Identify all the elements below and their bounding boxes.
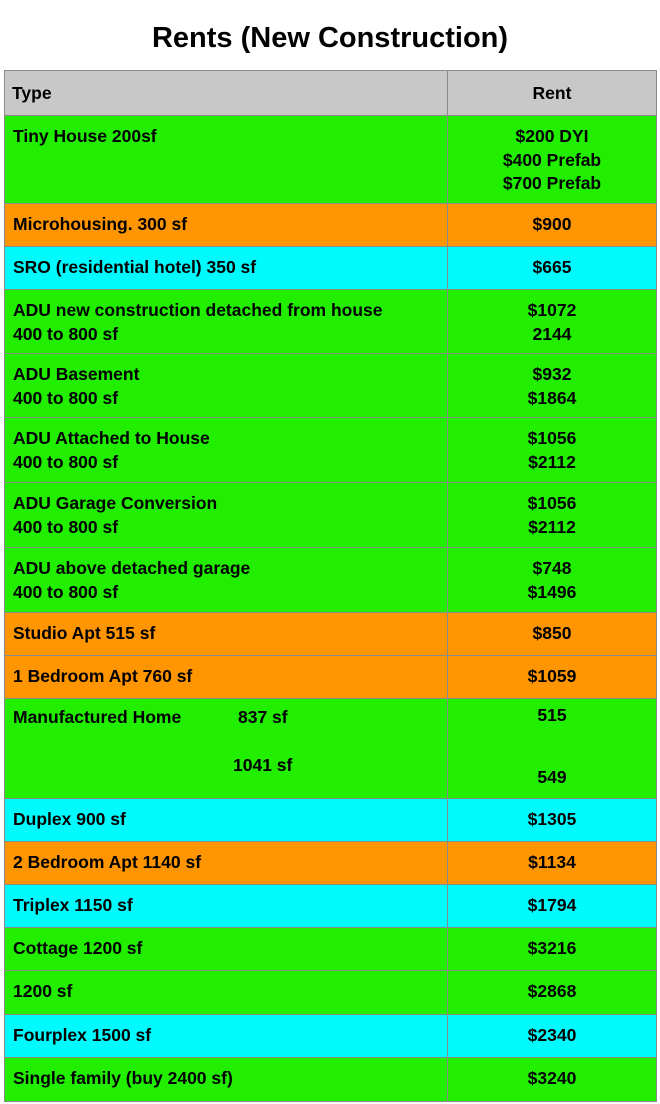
rent-line: $200 DYI xyxy=(515,126,589,146)
type-cell xyxy=(5,1015,448,1058)
type-line: 1 Bedroom Apt 760 sf xyxy=(13,666,193,686)
rent-line: $1305 xyxy=(527,809,577,829)
type-line: Cottage 1200 sf xyxy=(13,938,143,958)
rent-line: $1059 xyxy=(527,666,577,686)
table-row xyxy=(5,1058,657,1102)
type-line: ADU Garage Conversion xyxy=(13,493,218,513)
table-row xyxy=(5,613,657,656)
rent-line: $1134 xyxy=(528,852,576,872)
type-line: 837 sf xyxy=(238,707,288,727)
rent-cell xyxy=(448,842,657,885)
rent-line: $2112 xyxy=(528,516,576,537)
header-type: Type xyxy=(5,71,448,116)
rent-line: 549 xyxy=(537,767,567,787)
rent-line: $700 Prefab xyxy=(502,173,602,193)
type-line: Microhousing. 300 sf xyxy=(13,214,188,234)
rent-line: $3216 xyxy=(527,938,577,958)
rent-line: $2112 xyxy=(528,451,576,472)
type-line: SRO (residential hotel) 350 sf xyxy=(13,257,257,277)
type-line: ADU Attached to House xyxy=(13,428,210,448)
type-cell xyxy=(5,247,448,290)
type-line: Manufactured Home xyxy=(13,707,182,727)
rent-cell xyxy=(448,354,657,418)
table-row xyxy=(5,204,657,247)
table-row xyxy=(5,116,657,204)
rent-line: $665 xyxy=(532,257,572,277)
rent-line: $1072 xyxy=(527,300,577,320)
rent-cell xyxy=(448,971,657,1015)
table-row xyxy=(5,483,657,548)
rents-table xyxy=(4,70,657,1102)
type-line: Duplex 900 sf xyxy=(13,809,126,829)
type-cell xyxy=(5,885,448,928)
type-line: Tiny House 200sf xyxy=(13,126,157,146)
table-row xyxy=(5,1015,657,1058)
type-line: 400 to 800 sf xyxy=(13,387,119,408)
table-row xyxy=(5,799,657,842)
rent-line: $1794 xyxy=(527,895,577,915)
rent-cell xyxy=(448,116,657,204)
rent-cell xyxy=(448,699,657,799)
table-row xyxy=(5,247,657,290)
header-rent: Rent xyxy=(448,71,657,116)
type-line: Fourplex 1500 sf xyxy=(13,1025,152,1045)
rent-line: $900 xyxy=(532,214,572,234)
rent-cell xyxy=(448,1015,657,1058)
table-row xyxy=(5,290,657,354)
table-row xyxy=(5,548,657,613)
type-cell xyxy=(5,354,448,418)
rent-line: 515 xyxy=(537,705,567,725)
type-line: 400 to 800 sf xyxy=(13,323,119,344)
type-cell xyxy=(5,290,448,354)
table-row xyxy=(5,928,657,971)
type-cell xyxy=(5,548,448,613)
type-cell xyxy=(5,656,448,699)
rent-cell xyxy=(448,483,657,548)
rent-cell xyxy=(448,613,657,656)
type-line: ADU Basement xyxy=(13,364,140,384)
type-cell xyxy=(5,613,448,656)
type-cell xyxy=(5,842,448,885)
rent-line: $2868 xyxy=(527,981,577,1001)
type-line: Studio Apt 515 sf xyxy=(13,623,156,643)
type-line: 400 to 800 sf xyxy=(13,516,119,537)
rent-line: $748 xyxy=(532,558,572,578)
type-cell xyxy=(5,928,448,971)
rent-line: $3240 xyxy=(527,1068,577,1088)
type-cell xyxy=(5,204,448,247)
table-row xyxy=(5,354,657,418)
table-row xyxy=(5,699,657,799)
rent-line: 2144 xyxy=(532,323,572,344)
type-cell xyxy=(5,699,448,799)
table-row xyxy=(5,656,657,699)
type-cell xyxy=(5,483,448,548)
type-line: 1041 sf xyxy=(233,755,293,775)
rent-cell xyxy=(448,928,657,971)
rent-line: $1496 xyxy=(527,581,577,602)
page-title: Rents (New Construction) xyxy=(151,22,509,54)
rent-line: $932 xyxy=(532,364,572,384)
table-row xyxy=(5,418,657,483)
type-line: Single family (buy 2400 sf) xyxy=(13,1068,233,1088)
type-cell xyxy=(5,418,448,483)
type-cell xyxy=(5,1058,448,1102)
rent-cell xyxy=(448,247,657,290)
type-cell xyxy=(5,971,448,1015)
rent-cell xyxy=(448,548,657,613)
rent-cell xyxy=(448,885,657,928)
rent-cell xyxy=(448,290,657,354)
rent-cell xyxy=(448,204,657,247)
type-line: 400 to 800 sf xyxy=(13,581,119,602)
type-line: 400 to 800 sf xyxy=(13,451,119,472)
table-row xyxy=(5,971,657,1015)
type-cell xyxy=(5,116,448,204)
type-line: 1200 sf xyxy=(13,981,73,1001)
type-line: 2 Bedroom Apt 1140 sf xyxy=(13,852,202,872)
type-line: ADU new construction detached from house xyxy=(13,300,383,320)
rent-line: $850 xyxy=(532,623,572,643)
rent-cell xyxy=(448,1058,657,1102)
type-line: ADU above detached garage xyxy=(13,558,251,578)
rent-line: $1056 xyxy=(527,428,577,448)
type-line: Triplex 1150 sf xyxy=(13,895,133,915)
rent-cell xyxy=(448,418,657,483)
rent-line: $400 Prefab xyxy=(502,149,602,170)
type-cell xyxy=(5,799,448,842)
rent-cell xyxy=(448,799,657,842)
rent-cell xyxy=(448,656,657,699)
rent-line: $1864 xyxy=(527,387,577,408)
rent-line: $1056 xyxy=(527,493,577,513)
table-row xyxy=(5,842,657,885)
table-header-row xyxy=(5,71,657,116)
rent-line: $2340 xyxy=(527,1025,577,1045)
table-row xyxy=(5,885,657,928)
